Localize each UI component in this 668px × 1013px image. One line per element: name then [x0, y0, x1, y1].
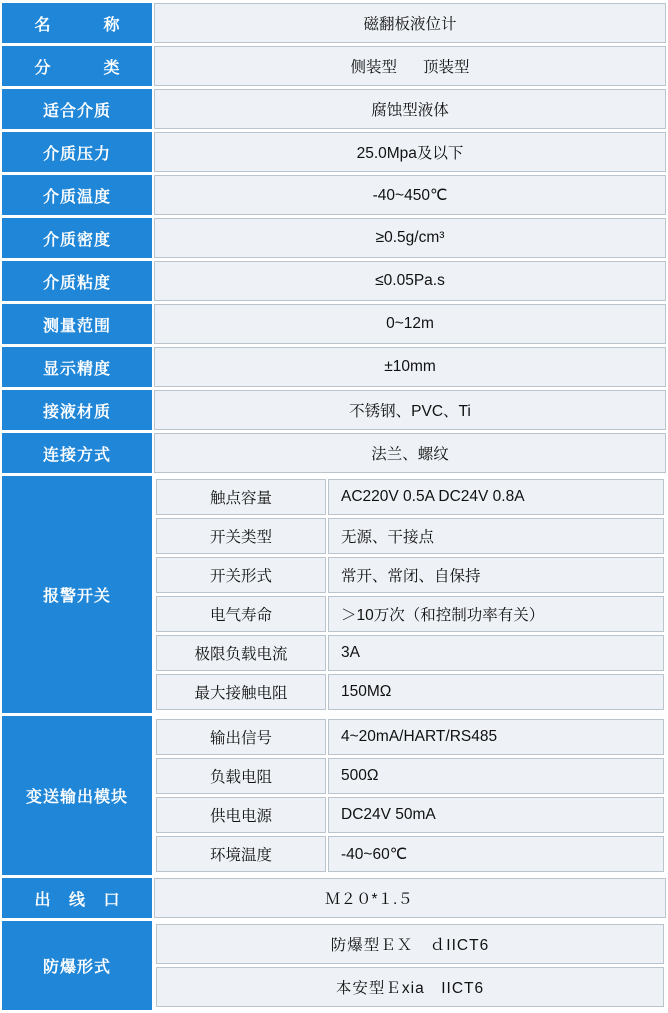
sub-row — [156, 719, 664, 755]
alarm-switch-form-value: 常开、常闭、自保持 — [328, 557, 664, 593]
ambient-temperature-label: 环境温度 — [156, 836, 326, 872]
row-value-accuracy: ±10mm — [154, 347, 666, 387]
category-option-side: 侧装型 — [350, 59, 397, 76]
row-label-outlet: 出 线 口 — [2, 878, 152, 918]
group-label-alarm-switch: 报警开关 — [2, 476, 152, 713]
table-row-explosion-proof — [2, 921, 666, 1010]
alarm-limit-current-label: 极限负载电流 — [156, 635, 326, 671]
row-label-wetted-material: 接液材质 — [2, 390, 152, 430]
load-resistance-value: 500Ω — [328, 758, 664, 794]
sub-row — [156, 596, 664, 632]
alarm-electrical-life-label: 电气寿命 — [156, 596, 326, 632]
alarm-electrical-life-value: ＞10万次（和控制功率有关） — [328, 596, 664, 632]
row-label-accuracy: 显示精度 — [2, 347, 152, 387]
table-row — [2, 46, 666, 86]
transmitter-module-items — [154, 716, 666, 875]
table-row — [2, 878, 666, 918]
row-label-connection: 连接方式 — [2, 433, 152, 473]
sub-row — [156, 797, 664, 833]
explosion-proof-type-2: 本安型Ｅxia IICT6 — [156, 967, 664, 1007]
row-value-wetted-material: 不锈钢、PVC、Ti — [154, 390, 666, 430]
row-label-medium: 适合介质 — [2, 89, 152, 129]
alarm-switch-type-value: 无源、干接点 — [328, 518, 664, 554]
row-label-temperature: 介质温度 — [2, 175, 152, 215]
power-supply-label: 供电电源 — [156, 797, 326, 833]
alarm-switch-form-label: 开关形式 — [156, 557, 326, 593]
output-signal-label: 输出信号 — [156, 719, 326, 755]
table-row — [2, 89, 666, 129]
sub-row — [156, 635, 664, 671]
category-option-top: 顶装型 — [423, 59, 470, 76]
row-value-viscosity: ≤0.05Pa.s — [154, 261, 666, 301]
sub-row — [156, 967, 664, 1007]
row-label-name: 名 称 — [2, 3, 152, 43]
explosion-proof-items — [154, 921, 666, 1010]
group-label-explosion-proof: 防爆形式 — [2, 921, 152, 1010]
alarm-max-contact-resistance-label: 最大接触电阻 — [156, 674, 326, 710]
sub-row — [156, 924, 664, 964]
sub-row — [156, 557, 664, 593]
table-row — [2, 304, 666, 344]
row-label-pressure: 介质压力 — [2, 132, 152, 172]
row-label-category: 分 类 — [2, 46, 152, 86]
row-label-range: 测量范围 — [2, 304, 152, 344]
sub-row — [156, 518, 664, 554]
row-value-medium: 腐蚀型液体 — [154, 89, 666, 129]
alarm-limit-current-value: 3A — [328, 635, 664, 671]
row-value-outlet: Ｍ２０*１.５ — [154, 878, 666, 918]
table-row-alarm-switch — [2, 476, 666, 713]
sub-row — [156, 674, 664, 710]
row-value-temperature: -40~450℃ — [154, 175, 666, 215]
alarm-max-contact-resistance-value: 150MΩ — [328, 674, 664, 710]
table-row — [2, 347, 666, 387]
row-label-density: 介质密度 — [2, 218, 152, 258]
ambient-temperature-value: -40~60℃ — [328, 836, 664, 872]
table-row — [2, 261, 666, 301]
sub-row — [156, 479, 664, 515]
row-value-name: 磁翻板液位计 — [154, 3, 666, 43]
alarm-switch-items — [154, 476, 666, 713]
alarm-contact-capacity-label: 触点容量 — [156, 479, 326, 515]
alarm-switch-type-label: 开关类型 — [156, 518, 326, 554]
row-value-category — [154, 46, 666, 86]
row-value-pressure: 25.0Mpa及以下 — [154, 132, 666, 172]
sub-row — [156, 836, 664, 872]
alarm-contact-capacity-value: AC220V 0.5A DC24V 0.8A — [328, 479, 664, 515]
row-value-range: 0~12m — [154, 304, 666, 344]
power-supply-value: DC24V 50mA — [328, 797, 664, 833]
load-resistance-label: 负载电阻 — [156, 758, 326, 794]
table-row — [2, 218, 666, 258]
table-row — [2, 175, 666, 215]
row-value-connection: 法兰、螺纹 — [154, 433, 666, 473]
table-row — [2, 3, 666, 43]
sub-row — [156, 758, 664, 794]
table-row — [2, 132, 666, 172]
row-value-density: ≥0.5g/cm³ — [154, 218, 666, 258]
group-label-transmitter-module: 变送输出模块 — [2, 716, 152, 875]
table-row-transmitter-module — [2, 716, 666, 875]
output-signal-value: 4~20mA/HART/RS485 — [328, 719, 664, 755]
table-row — [2, 390, 666, 430]
row-label-viscosity: 介质粘度 — [2, 261, 152, 301]
table-row — [2, 433, 666, 473]
explosion-proof-type-1: 防爆型ＥＸ ｄIICT6 — [156, 924, 664, 964]
